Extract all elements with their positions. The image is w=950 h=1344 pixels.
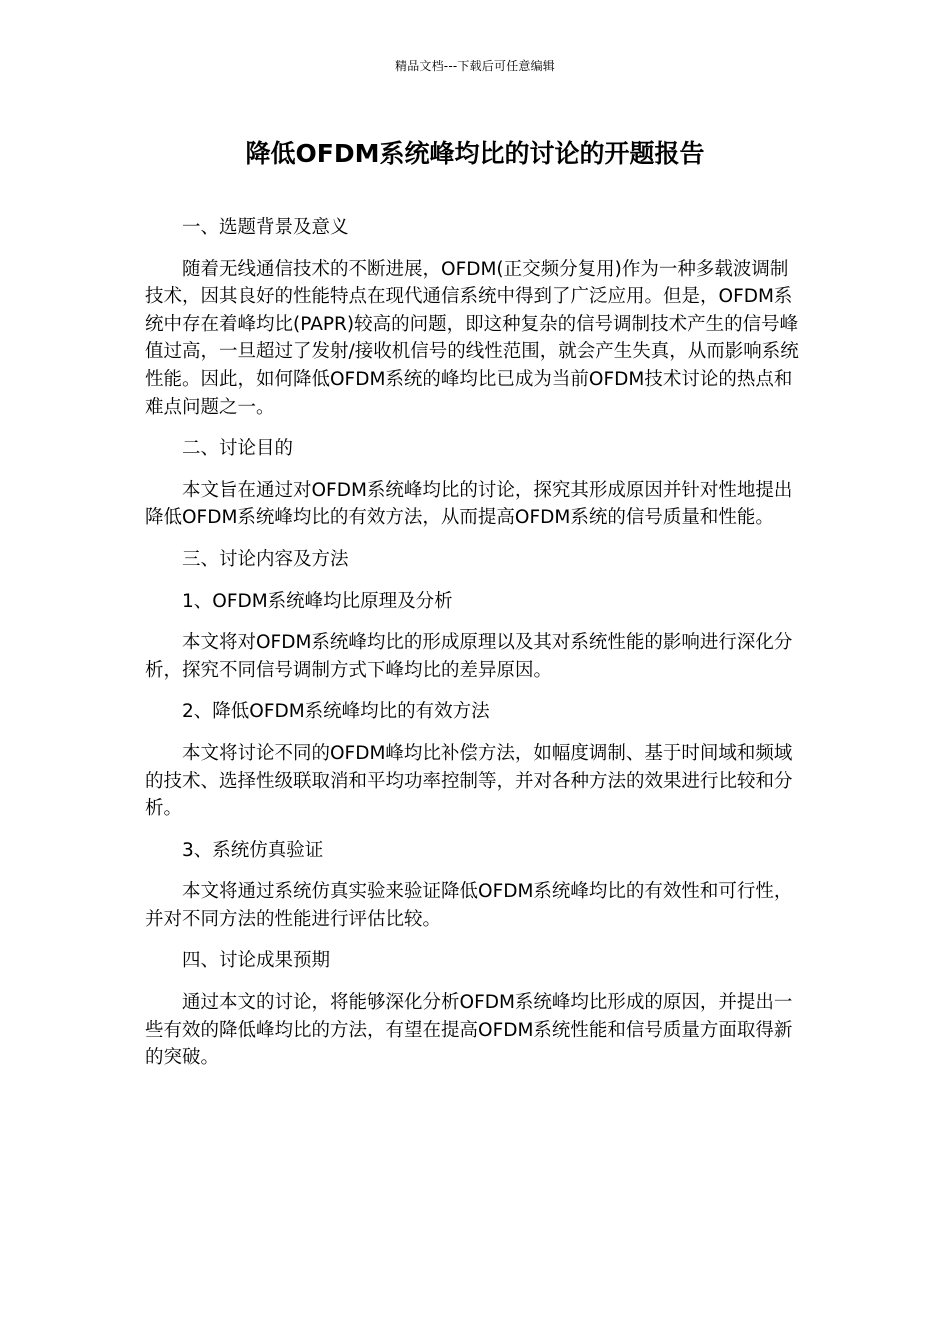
document-title: 降低OFDM系统峰均比的讨论的开题报告 [245,139,705,168]
body-paragraph-simulation: 本文将通过系统仿真实验来验证降低OFDM系统峰均比的有效性和可行性，并对不同方法的性能进行评估比较。 [145,881,793,930]
section-heading-expected-results: 四、讨论成果预期 [182,950,331,972]
subsection-heading-principle: 1、OFDM系统峰均比原理及分析 [182,590,453,612]
body-paragraph-background: 随着无线通信技术的不断进展，OFDM(正交频分复用)作为一种多载波调制技术，因其良好的性能特点在现代通信系统中得到了广泛应用。但是，OFDM系统中存在着峰均比(PAPR)较高的问题，即这种复杂的信号调制技术产生的信号峰值过高，一旦超过了发射/接收机信号的线性范围，就会产生失真，从而影响系统性能。因此，如何降低OFDM系统的峰均比已成为当前OFDM技术讨论的热点和难点问题之一。 [145,258,799,418]
document-body [145,214,805,1086]
body-paragraph-purpose: 本文旨在通过对OFDM系统峰均比的讨论，探究其形成原因并针对性地提出降低OFDM系统峰均比的有效方法，从而提高OFDM系统的信号质量和性能。 [145,479,793,529]
subsection-heading-methods: 2、降低OFDM系统峰均比的有效方法 [182,701,490,723]
subsection-heading-simulation: 3、系统仿真验证 [182,839,324,861]
page-header-note: 精品文档---下载后可任意编辑 [395,59,555,73]
section-heading-background: 一、选题背景及意义 [182,217,349,238]
body-paragraph-principle: 本文将对OFDM系统峰均比的形成原理以及其对系统性能的影响进行深化分析，探究不同信号调制方式下峰均比的差异原因。 [145,632,793,681]
section-heading-purpose: 二、讨论目的 [182,438,294,460]
body-paragraph-expected-results: 通过本文的讨论，将能够深化分析OFDM系统峰均比形成的原因，并提出一些有效的降低峰均比的方法，有望在提高OFDM系统性能和信号质量方面取得新的突破。 [145,992,793,1069]
section-heading-content-methods: 三、讨论内容及方法 [182,548,349,570]
body-paragraph-methods: 本文将讨论不同的OFDM峰均比补偿方法，如幅度调制、基于时间域和频域的技术、选择性级联取消和平均功率控制等，并对各种方法的效果进行比较和分析。 [145,742,793,820]
